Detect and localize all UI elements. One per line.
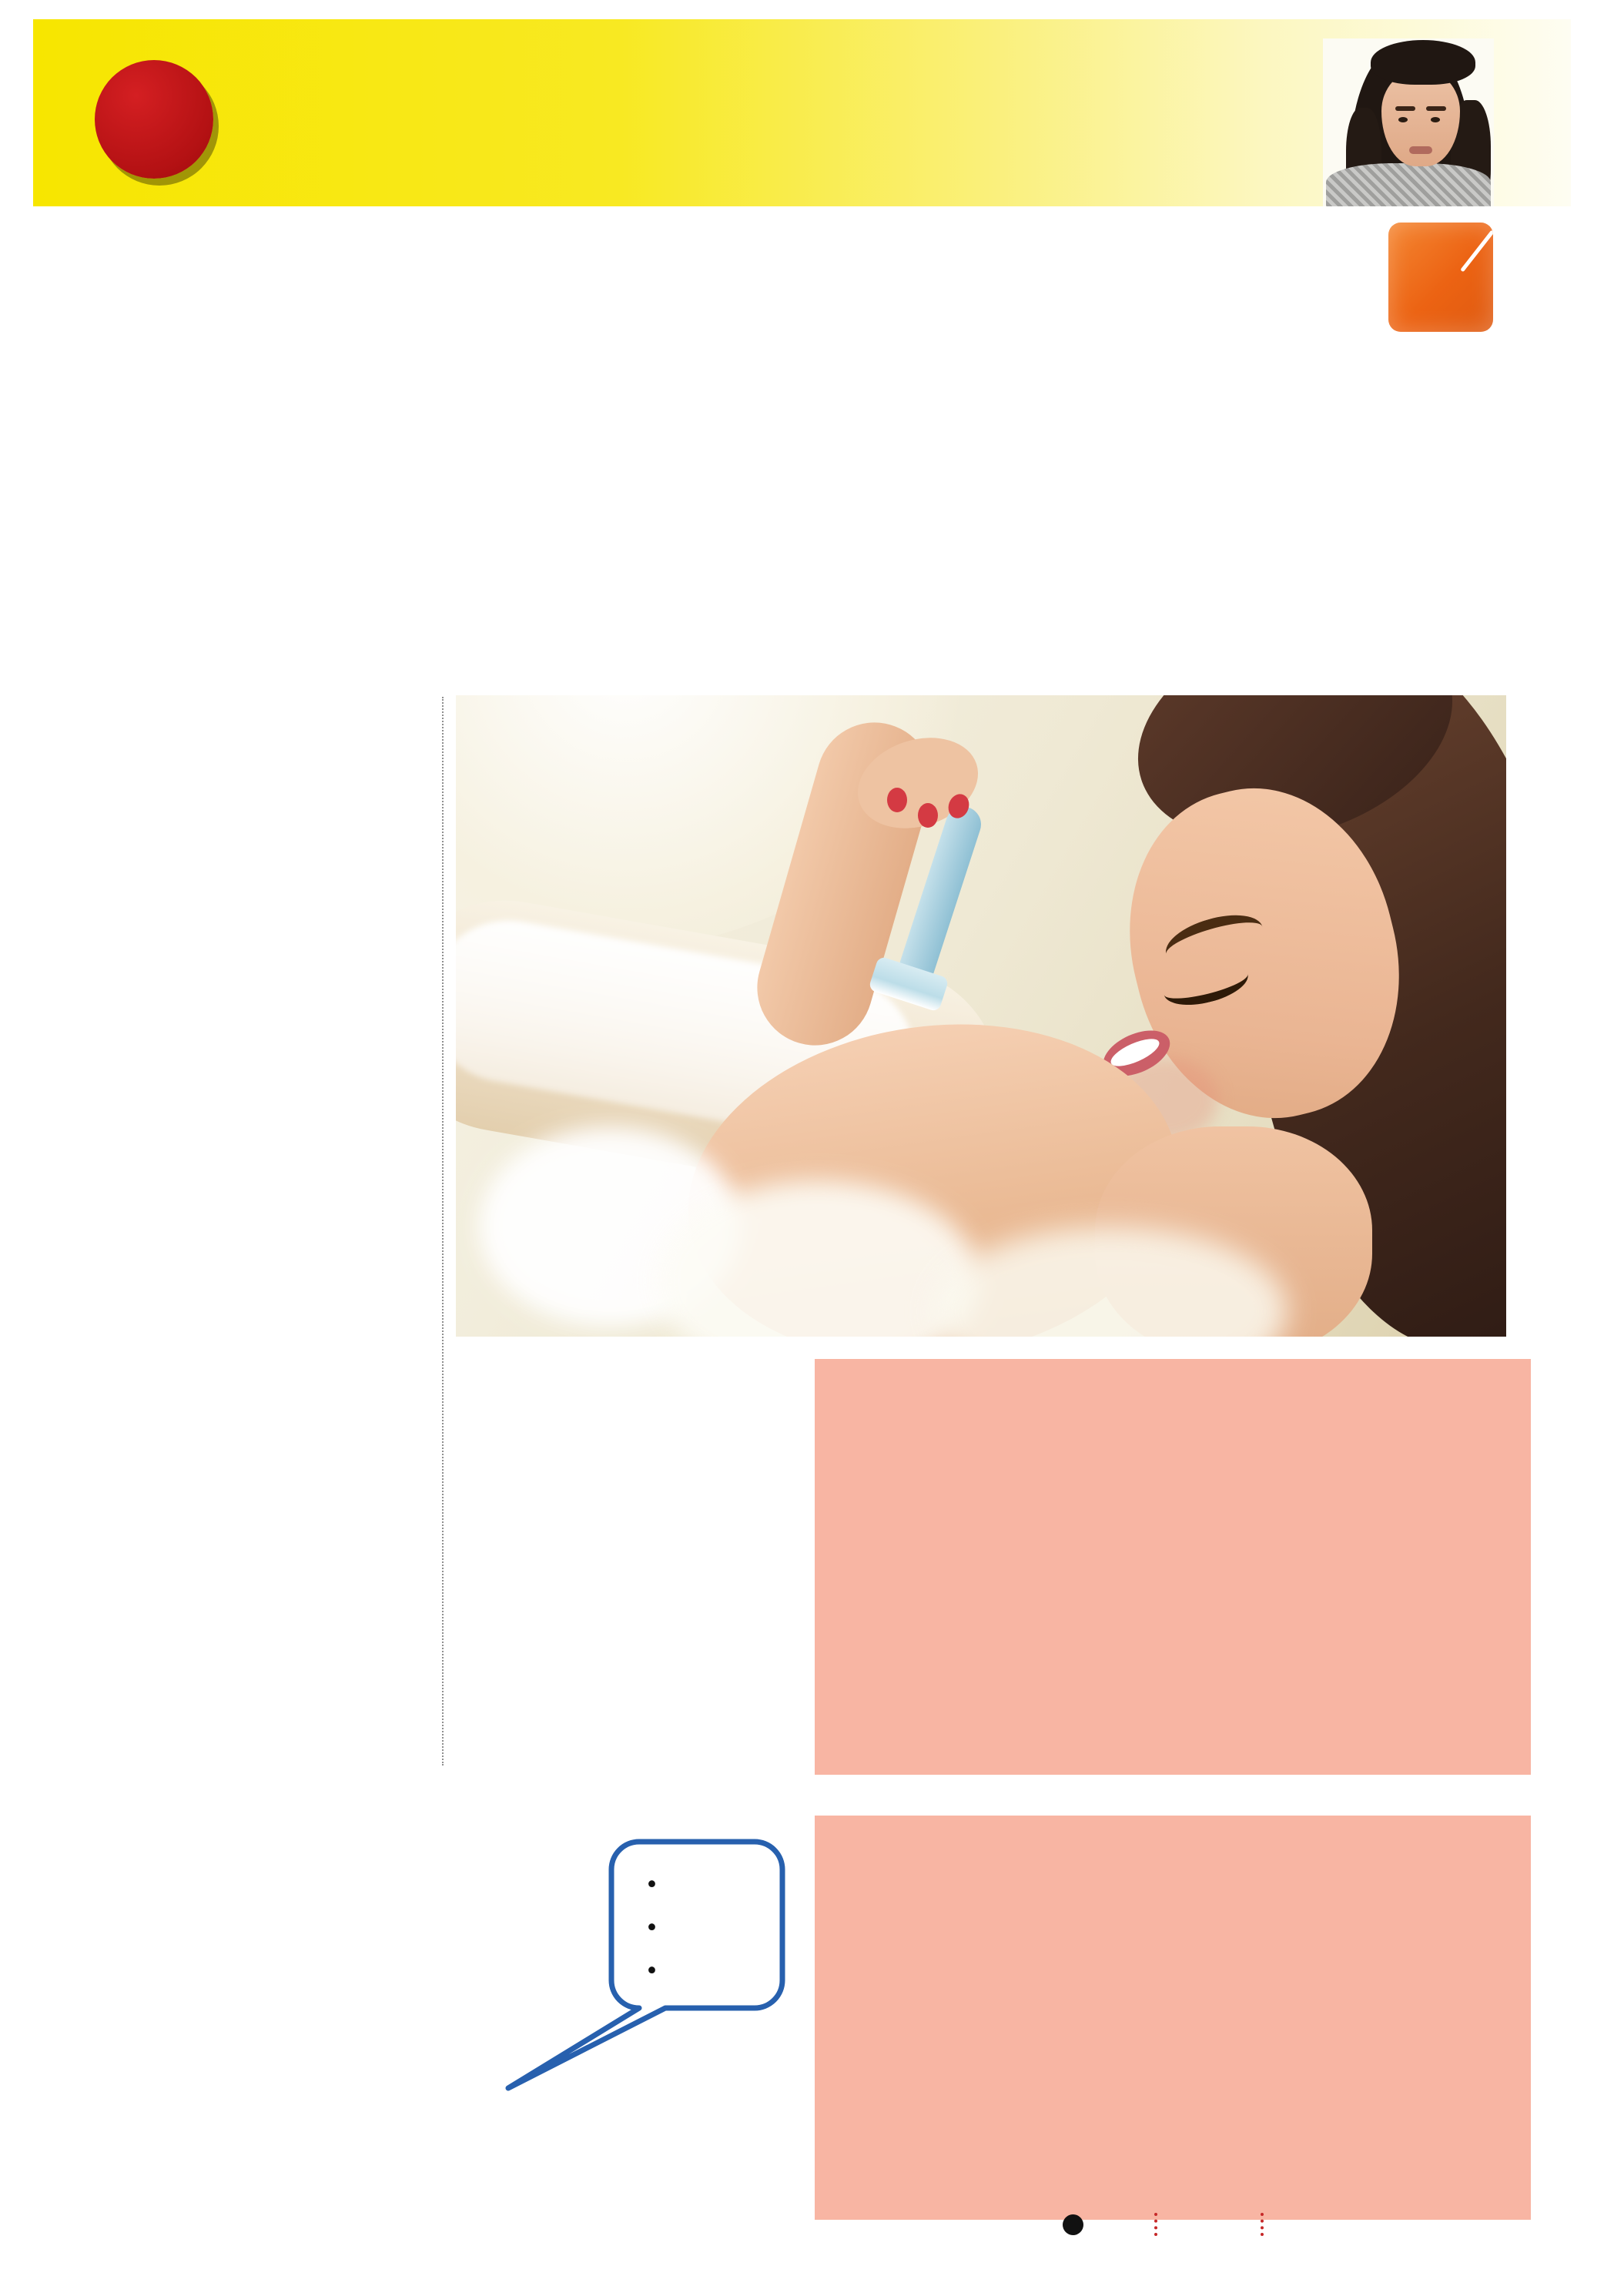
author-eyebrow bbox=[1426, 106, 1446, 111]
bath-photo bbox=[456, 695, 1506, 1337]
in-fokus-badge bbox=[95, 60, 213, 179]
author-hair-fringe bbox=[1371, 40, 1475, 85]
red-nail bbox=[918, 803, 938, 828]
author-eye bbox=[1398, 117, 1408, 122]
footer-separator bbox=[1154, 2213, 1157, 2236]
footer-separator bbox=[1261, 2213, 1264, 2236]
callout-brand-list bbox=[647, 1863, 785, 1993]
author-photo bbox=[1323, 38, 1494, 206]
author-eye bbox=[1431, 117, 1440, 122]
pie-label-ostali bbox=[123, 1879, 347, 1891]
gfk-logo bbox=[1388, 223, 1493, 332]
callout-brand bbox=[647, 1950, 785, 1993]
about-gfk-box bbox=[815, 1359, 1531, 1775]
article-column-left bbox=[99, 695, 437, 723]
author-top bbox=[1326, 163, 1491, 206]
about-research-box bbox=[815, 1816, 1531, 2220]
gfk-logo-slash-icon bbox=[1460, 229, 1493, 272]
drop-cap bbox=[99, 695, 108, 703]
callout-brand bbox=[647, 1863, 785, 1906]
column-divider bbox=[442, 697, 444, 1766]
red-nail bbox=[887, 788, 907, 812]
callout-brand bbox=[647, 1906, 785, 1950]
instore-badge-icon bbox=[1063, 2214, 1083, 2235]
author-lips bbox=[1409, 146, 1432, 154]
author-eyebrow bbox=[1395, 106, 1415, 111]
